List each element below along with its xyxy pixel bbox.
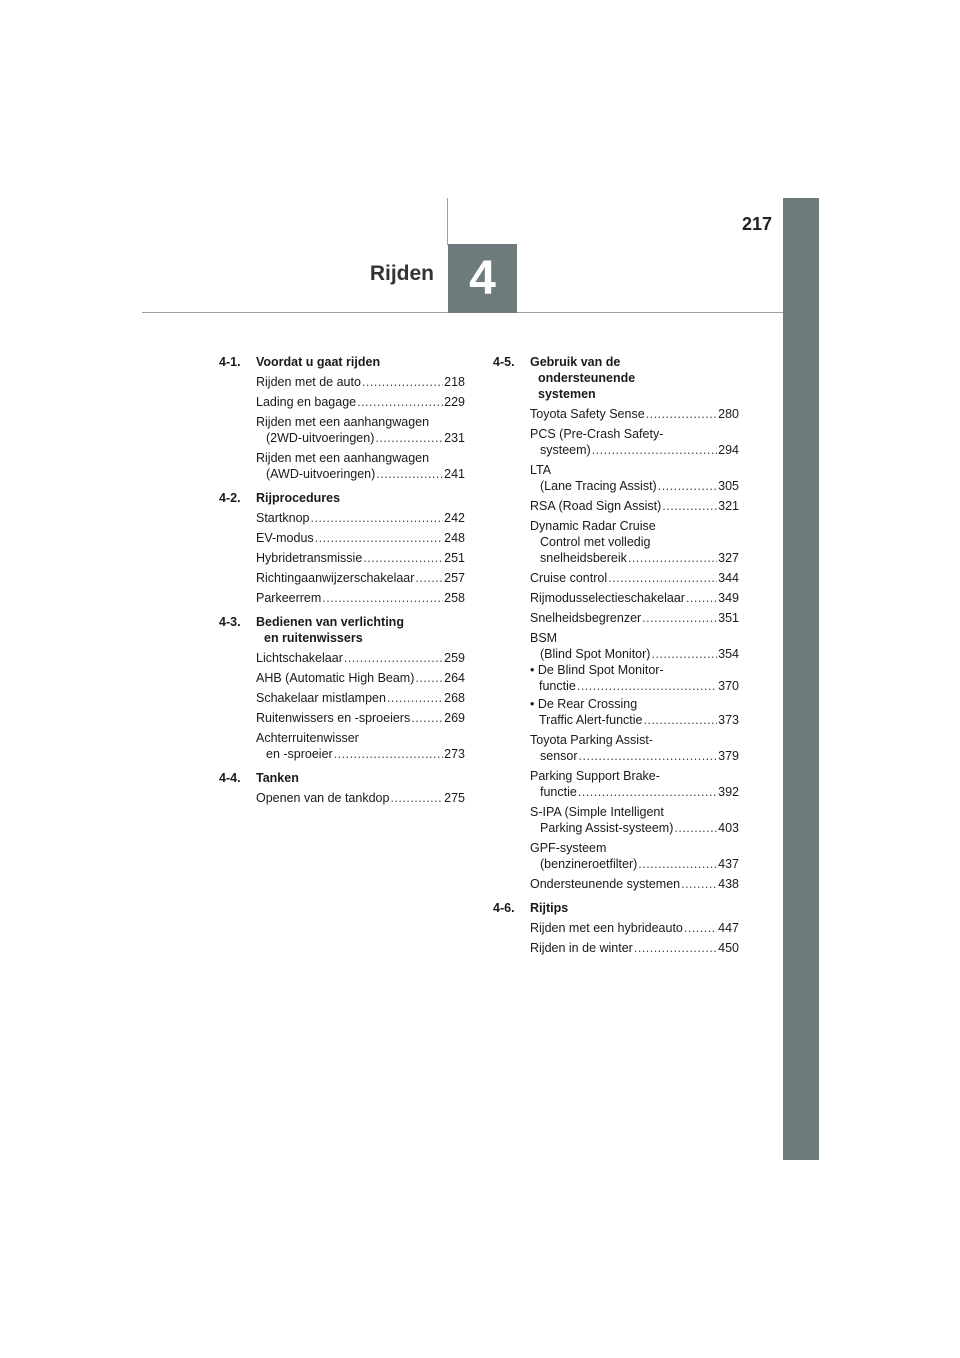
section-number: 4-5.	[493, 355, 515, 369]
section-number: 4-4.	[219, 771, 241, 785]
toc-entry[interactable]	[493, 732, 739, 764]
entry-page: 392	[718, 785, 739, 799]
section-heading	[493, 354, 739, 402]
entry-title: (benzineroetfilter)	[540, 857, 638, 871]
entry-page: 351	[718, 611, 739, 625]
entry-title: functie	[540, 785, 577, 799]
entry-page: 241	[444, 467, 465, 481]
entry-title: Ruitenwissers en -sproeiers	[256, 711, 411, 725]
entry-title-line: Toyota Parking Assist-	[530, 733, 653, 747]
entry-page: 327	[718, 551, 739, 565]
entry-page: 403	[718, 821, 739, 835]
entry-title-line: Rijden met een aanhangwagen	[256, 451, 430, 465]
toc-entry[interactable]	[219, 710, 465, 726]
entry-title-line: GPF-systeem	[530, 841, 607, 855]
toc-entry[interactable]	[219, 510, 465, 526]
entry-title: Richtingaanwijzerschakelaar	[256, 571, 415, 585]
entry-title-line: Dynamic Radar Cruise	[530, 519, 656, 533]
sub-entry-title-line: • De Blind Spot Monitor-	[530, 663, 664, 677]
entry-page: 218	[444, 375, 465, 389]
entry-title: RSA (Road Sign Assist)	[530, 499, 662, 513]
entry-page: 437	[718, 857, 739, 871]
entry-title: Rijden in de winter	[530, 941, 633, 955]
toc-entry[interactable]	[493, 406, 739, 422]
toc-entry[interactable]	[493, 426, 739, 458]
entry-title: (Lane Tracing Assist)	[540, 479, 657, 493]
toc-entry[interactable]	[493, 570, 739, 586]
entry-page: 354	[718, 647, 739, 661]
entry-title-line: LTA	[530, 463, 552, 477]
toc-entry[interactable]	[219, 530, 465, 546]
entry-title: Lading en bagage	[256, 395, 357, 409]
entry-title-line: BSM	[530, 631, 558, 645]
toc-entry[interactable]	[493, 590, 739, 606]
entry-title: Openen van de tankdop	[256, 791, 390, 805]
section-title: Rijprocedures	[256, 491, 341, 505]
entry-title-line: S-IPA (Simple Intelligent	[530, 805, 664, 819]
toc-entry[interactable]	[493, 630, 739, 662]
entry-title-line: PCS (Pre-Crash Safety-	[530, 427, 664, 441]
entry-title: Ondersteunende systemen	[530, 877, 681, 891]
section-number: 4-2.	[219, 491, 241, 505]
entry-title: Schakelaar mistlampen	[256, 691, 386, 705]
chapter-number: 4	[469, 252, 496, 305]
toc-entry[interactable]	[493, 804, 739, 836]
entry-title: EV-modus	[256, 531, 314, 545]
toc-entry[interactable]	[493, 610, 739, 626]
entry-title: Rijmodusselectieschakelaar	[530, 591, 685, 605]
entry-title: AHB (Automatic High Beam)	[256, 671, 415, 685]
entry-title: Rijden met de auto	[256, 375, 361, 389]
entry-title: Snelheidsbegrenzer	[530, 611, 642, 625]
entry-title-line: Achterruitenwisser	[256, 731, 359, 745]
section-title: Gebruik van de	[530, 355, 621, 369]
toc-entry[interactable]	[219, 790, 465, 806]
section-title-cont: en ruitenwissers	[264, 631, 363, 645]
section-number: 4-1.	[219, 355, 241, 369]
toc-entry[interactable]	[219, 590, 465, 606]
entry-title: snelheidsbereik	[540, 551, 627, 565]
sub-entry-title: Traffic Alert-functie	[539, 713, 643, 727]
entry-title: Rijden met een hybrideauto	[530, 921, 683, 935]
section-number: 4-6.	[493, 901, 515, 915]
entry-title-line: Parking Support Brake-	[530, 769, 660, 783]
entry-title: Parking Assist-systeem)	[540, 821, 674, 835]
page-number: 217	[741, 214, 772, 234]
entry-title: (AWD-uitvoeringen)	[266, 467, 376, 481]
sub-entry-page: 373	[718, 713, 739, 727]
sub-entry-title: functie	[539, 679, 576, 693]
toc-left-column	[219, 354, 465, 810]
toc-entry[interactable]	[219, 414, 465, 446]
toc-entry[interactable]	[219, 670, 465, 686]
entry-title: systeem)	[540, 443, 591, 457]
entry-page: 258	[444, 591, 465, 605]
entry-page: 280	[718, 407, 739, 421]
entry-page: 275	[444, 791, 465, 805]
entry-page: 251	[444, 551, 465, 565]
toc-entry[interactable]	[219, 550, 465, 566]
entry-page: 248	[444, 531, 465, 545]
section-heading	[219, 770, 465, 786]
entry-page: 268	[444, 691, 465, 705]
entry-page: 447	[718, 921, 739, 935]
toc-entry[interactable]	[493, 940, 739, 956]
entry-title: Startknop	[256, 511, 310, 525]
entry-title: Lichtschakelaar	[256, 651, 343, 665]
toc-entry[interactable]	[219, 374, 465, 390]
section-title-cont: systemen	[538, 387, 596, 401]
toc-entry[interactable]	[219, 450, 465, 482]
section-title: Tanken	[256, 771, 299, 785]
entry-page: 450	[718, 941, 739, 955]
toc-entry[interactable]	[493, 518, 739, 566]
toc-entry[interactable]	[493, 768, 739, 800]
entry-page: 259	[444, 651, 465, 665]
section-number: 4-3.	[219, 615, 241, 629]
toc-entry[interactable]	[493, 920, 739, 936]
toc-entry[interactable]	[493, 462, 739, 494]
entry-title: Toyota Safety Sense	[530, 407, 645, 421]
section-title: Voordat u gaat rijden	[256, 355, 381, 369]
entry-page: 321	[718, 499, 739, 513]
entry-title-line: Rijden met een aanhangwagen	[256, 415, 430, 429]
entry-title: (Blind Spot Monitor)	[540, 647, 651, 661]
toc-entry[interactable]	[493, 876, 739, 892]
entry-page: 257	[444, 571, 465, 585]
toc-entry[interactable]	[219, 650, 465, 666]
entry-page: 264	[444, 671, 465, 685]
toc-sub-entry[interactable]	[493, 696, 739, 728]
entry-page: 242	[444, 511, 465, 525]
chapter-title: Rijden	[369, 262, 434, 285]
entry-page: 379	[718, 749, 739, 763]
chapter-side-tab	[783, 198, 819, 1160]
entry-page: 349	[718, 591, 739, 605]
toc-right-column	[493, 354, 739, 960]
toc-entry[interactable]	[219, 570, 465, 586]
section-heading	[219, 614, 465, 646]
entry-page: 269	[444, 711, 465, 725]
toc-entry[interactable]	[493, 498, 739, 514]
section-title: Rijtips	[530, 901, 569, 915]
sub-entry-title-line: • De Rear Crossing	[530, 697, 638, 711]
section-title: Bedienen van verlichting	[256, 615, 404, 629]
entry-page: 344	[718, 571, 739, 585]
section-heading	[219, 490, 465, 506]
entry-title-line: Control met volledig	[540, 535, 651, 549]
entry-page: 438	[718, 877, 739, 891]
toc-entry[interactable]	[493, 840, 739, 872]
sub-entry-page: 370	[718, 679, 739, 693]
toc-entry[interactable]	[219, 690, 465, 706]
section-heading	[219, 354, 465, 370]
section-title-cont: ondersteunende	[538, 371, 636, 385]
entry-page: 229	[444, 395, 465, 409]
entry-title: en -sproeier	[266, 747, 333, 761]
header-vertical-rule	[447, 198, 448, 245]
entry-page: 294	[718, 443, 739, 457]
entry-page: 231	[444, 431, 465, 445]
chapter-number-box	[448, 244, 517, 313]
entry-title: Cruise control	[530, 571, 608, 585]
section-heading	[493, 900, 739, 916]
toc-entry[interactable]	[219, 730, 465, 762]
entry-title: sensor	[540, 749, 578, 763]
entry-title: (2WD-uitvoeringen)	[266, 431, 375, 445]
entry-title: Hybridetransmissie	[256, 551, 363, 565]
entry-page: 273	[444, 747, 465, 761]
entry-page: 305	[718, 479, 739, 493]
toc-entry[interactable]	[219, 394, 465, 410]
toc-sub-entry[interactable]	[493, 662, 739, 694]
entry-title: Parkeerrem	[256, 591, 322, 605]
